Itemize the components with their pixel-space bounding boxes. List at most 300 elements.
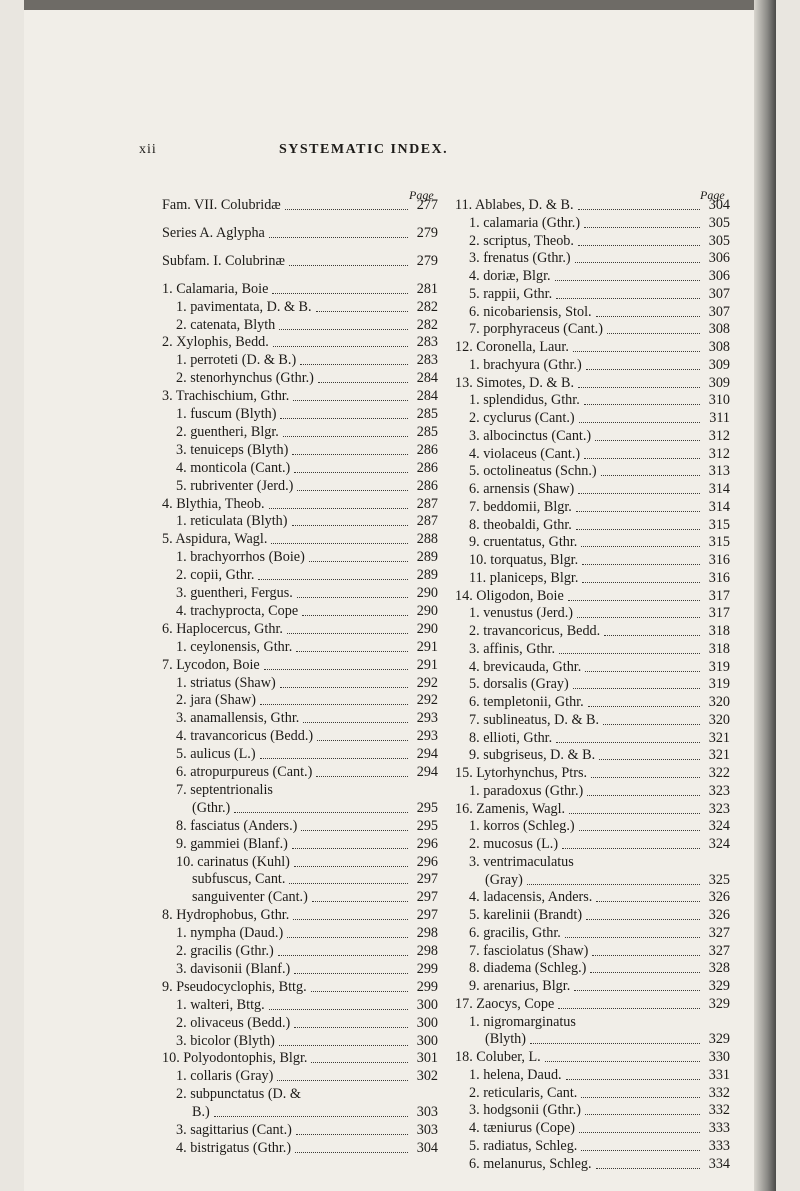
index-entry [162, 280, 438, 298]
index-entry [455, 640, 730, 658]
entry-label: 2. catenata, Blyth [176, 316, 276, 333]
index-entry [162, 387, 438, 405]
entry-label: 2. olivaceus (Bedd.) [176, 1014, 291, 1031]
entry-page-number: 322 [708, 765, 730, 781]
page-column-label: Page [700, 188, 725, 202]
dot-leader [592, 952, 700, 956]
dot-leader [318, 379, 408, 383]
index-entry [455, 906, 730, 924]
dot-leader [569, 810, 700, 814]
dot-leader [596, 1165, 700, 1169]
entry-page-number: 332 [708, 1084, 730, 1101]
entry-page-number: 316 [708, 569, 730, 586]
entry-label: 9. Pseudocyclophis, Bttg. [162, 978, 307, 995]
dot-leader [579, 1129, 700, 1133]
entry-label: B.) [192, 1104, 210, 1121]
index-entry [162, 1067, 438, 1085]
index-entry [455, 729, 730, 747]
index-entry [455, 782, 730, 800]
dot-leader [596, 898, 700, 902]
entry-page-number: 319 [708, 658, 730, 675]
dot-leader [584, 224, 700, 228]
index-entry [162, 638, 438, 656]
index-entry [455, 1030, 730, 1048]
entry-page-number: 321 [708, 729, 730, 746]
index-entry [162, 316, 438, 334]
dot-leader [585, 1111, 700, 1115]
dot-leader [269, 505, 408, 509]
index-entry [455, 1084, 730, 1102]
dot-leader [301, 827, 408, 831]
dot-leader [293, 916, 408, 920]
entry-page-number: 320 [708, 711, 730, 728]
entry-label: 1. walteri, Bttg. [176, 996, 265, 1013]
index-entry [162, 477, 438, 495]
entry-page-number: 294 [416, 746, 438, 763]
entry-label: 2. mucosus (L.) [469, 836, 559, 852]
index-entry [162, 978, 438, 996]
entry-label: 5. radiatus, Schleg. [469, 1137, 578, 1154]
index-entry [455, 959, 730, 977]
entry-label: 7. sublineatus, D. & B. [469, 711, 600, 728]
entry-page-number: 282 [416, 316, 438, 333]
entry-label: (Gray) [485, 871, 523, 888]
entry-page-number: 287 [416, 513, 438, 530]
entry-page-number: 307 [708, 303, 730, 320]
entry-page-number: 310 [708, 392, 730, 409]
index-entry [162, 1103, 438, 1121]
entry-label: 10. carinatus (Kuhl) [176, 853, 290, 870]
entry-page-number: 306 [708, 268, 730, 284]
index-entry [455, 995, 730, 1013]
dot-leader [581, 1147, 700, 1151]
entry-page-number: 300 [416, 1014, 438, 1031]
entry-page-number: 290 [416, 585, 438, 601]
index-entry [162, 835, 438, 853]
index-entry [455, 249, 730, 267]
entry-page-number: 309 [708, 356, 730, 373]
entry-label: 9. cruentatus, Gthr. [469, 534, 578, 551]
index-entry [162, 888, 438, 906]
entry-page-number: 290 [416, 620, 438, 637]
entry-label: 6. melanurus, Schleg. [469, 1155, 592, 1172]
index-entry [455, 658, 730, 676]
entry-page-number: 315 [708, 516, 730, 533]
entry-page-number: 311 [709, 410, 730, 426]
entry-label: 4. Blythia, Theob. [162, 495, 265, 512]
entry-label: 3. sagittarius (Cant.) [176, 1122, 292, 1138]
entry-page-number: 327 [708, 924, 730, 941]
index-entry [455, 942, 730, 960]
entry-page-number: 325 [708, 871, 730, 888]
entry-label: Fam. VII. Colubridæ [162, 197, 281, 213]
entry-page-number: 317 [708, 605, 730, 622]
entry-page-number: 329 [708, 995, 730, 1012]
dot-leader [576, 526, 700, 530]
index-entry [162, 1032, 438, 1050]
entry-label: 11. Ablabes, D. & B. [455, 197, 574, 213]
entry-page-number: 297 [416, 907, 438, 924]
dot-leader [269, 234, 408, 238]
index-entry [162, 1085, 438, 1103]
entry-page-number: 315 [708, 534, 730, 551]
entry-page-number: 293 [416, 710, 438, 727]
entry-page-number: 316 [708, 552, 730, 568]
entry-page-number: 314 [708, 498, 730, 515]
entry-label: 3. Trachischium, Gthr. [162, 388, 290, 405]
entry-page-number: 281 [416, 280, 438, 297]
entry-label: 4. tæniurus (Cope) [469, 1120, 576, 1136]
dot-leader [558, 1005, 700, 1009]
entry-label: Subfam. I. Colubrinæ [162, 252, 285, 269]
entry-label: 4. travancoricus (Bedd.) [176, 728, 314, 745]
entry-label: subfuscus, Cant. [192, 871, 286, 888]
index-entry [162, 459, 438, 477]
entry-page-number: 320 [708, 694, 730, 710]
entry-label: 6. templetonii, Gthr. [469, 694, 584, 710]
entry-page-number: 293 [416, 728, 438, 745]
index-entry [455, 1013, 730, 1031]
entry-label: 13. Simotes, D. & B. [455, 374, 575, 391]
dot-leader [273, 343, 408, 347]
entry-label: 1. splendidus, Gthr. [469, 392, 580, 409]
entry-label: 1. calamaria (Gthr.) [469, 214, 581, 231]
dot-leader [316, 773, 408, 777]
entry-page-number: 296 [416, 853, 438, 870]
dot-leader [588, 703, 700, 707]
index-entry [162, 252, 438, 270]
entry-label: 9. arenarius, Blgr. [469, 978, 571, 994]
dot-leader [293, 397, 408, 401]
entry-page-number: 286 [416, 459, 438, 476]
dot-leader [214, 1113, 408, 1117]
entry-label: 1. fuscum (Blyth) [176, 406, 277, 422]
index-entry [455, 800, 730, 818]
index-entry [455, 303, 730, 321]
index-entry [162, 566, 438, 584]
index-entry [455, 711, 730, 729]
entry-label: 10. torquatus, Blgr. [469, 552, 579, 568]
dot-leader [587, 792, 700, 796]
entry-page-number: 300 [416, 1032, 438, 1049]
dot-leader [604, 632, 700, 636]
dot-leader [601, 472, 700, 476]
entry-page-number: 330 [708, 1049, 730, 1065]
entry-label: 5. aulicus (L.) [176, 746, 256, 763]
dot-leader [296, 1131, 408, 1135]
entry-label: 2. stenorhynchus (Gthr.) [176, 370, 314, 387]
dot-leader [545, 1058, 700, 1062]
index-entry [162, 548, 438, 566]
entry-label: 7. Lycodon, Boie [162, 656, 260, 673]
dot-leader [596, 313, 700, 317]
entry-page-number: 279 [416, 252, 438, 269]
dot-leader [269, 1006, 408, 1010]
index-entry [455, 622, 730, 640]
dot-leader [595, 437, 700, 441]
dot-leader [577, 614, 700, 618]
dot-leader [566, 1076, 700, 1080]
entry-page-number: 294 [416, 764, 438, 780]
entry-label: 4. violaceus (Cant.) [469, 445, 581, 462]
entry-label: 2. travancoricus, Bedd. [469, 623, 601, 639]
dot-leader [582, 579, 700, 583]
entry-page-number: 303 [416, 1104, 438, 1121]
entry-page-number: 283 [416, 334, 438, 351]
index-entry [455, 871, 730, 889]
index-entry [162, 942, 438, 960]
index-entry [455, 551, 730, 569]
entry-page-number: 314 [708, 481, 730, 497]
entry-page-number: 298 [416, 925, 438, 942]
entry-page-number: 285 [416, 406, 438, 422]
dot-leader [292, 522, 408, 526]
entry-label: 2. Xylophis, Bedd. [162, 334, 269, 351]
entry-page-number: 308 [708, 321, 730, 338]
dot-leader [272, 290, 408, 294]
index-entry [162, 495, 438, 513]
index-entry [162, 745, 438, 763]
entry-label: 8. theobaldi, Gthr. [469, 516, 572, 533]
dot-leader [285, 206, 408, 210]
entry-page-number: 334 [708, 1155, 730, 1172]
index-entry [162, 727, 438, 745]
dot-leader [555, 277, 700, 281]
dot-leader [579, 419, 700, 423]
entry-page-number: 298 [416, 943, 438, 959]
dot-leader [296, 648, 408, 652]
entry-page-number: 284 [416, 388, 438, 405]
dot-leader [278, 952, 408, 956]
entry-label: 7. porphyraceus (Cant.) [469, 321, 603, 338]
entry-label: 2. scriptus, Theob. [469, 232, 574, 249]
entry-label: 10. Polyodontophis, Blgr. [162, 1050, 308, 1067]
index-entry [455, 214, 730, 232]
index-entry [162, 924, 438, 942]
dot-leader [584, 401, 700, 405]
entry-page-number: 283 [416, 352, 438, 369]
dot-leader [579, 827, 700, 831]
dot-leader [311, 988, 408, 992]
entry-label: 2. gracilis (Gthr.) [176, 943, 274, 959]
entry-label: 7. beddomii, Blgr. [469, 498, 572, 515]
dot-leader [576, 508, 700, 512]
dot-leader [289, 262, 408, 266]
index-entry [455, 675, 730, 693]
index-entry [455, 232, 730, 250]
index-entry [455, 888, 730, 906]
entry-label: 3. albocinctus (Cant.) [469, 427, 592, 444]
index-page [24, 0, 776, 1191]
entry-page-number: 312 [708, 445, 730, 462]
index-entry [162, 763, 438, 781]
page-number: xii [139, 142, 157, 157]
entry-label: 4. doriæ, Blgr. [469, 268, 551, 284]
entry-page-number: 327 [708, 942, 730, 959]
index-entry [162, 620, 438, 638]
dot-leader [294, 863, 408, 867]
index-entry [455, 853, 730, 871]
entry-label: 8. diadema (Schleg.) [469, 960, 587, 977]
index-entry [162, 423, 438, 441]
entry-page-number: 328 [708, 960, 730, 977]
entry-page-number: 304 [708, 197, 730, 213]
entry-page-number: 323 [708, 800, 730, 817]
entry-page-number: 307 [708, 285, 730, 302]
scan-top-border [24, 0, 776, 10]
page-column-label: Page [409, 188, 434, 202]
entry-page-number: 284 [416, 370, 438, 387]
entry-label: 1. nympha (Daud.) [176, 925, 284, 942]
entry-label: Series A. Aglypha [162, 224, 265, 241]
dot-leader [578, 242, 700, 246]
entry-page-number: 295 [416, 799, 438, 816]
index-entry [455, 977, 730, 995]
entry-label: 1. reticulata (Blyth) [176, 513, 288, 530]
index-entry [162, 1121, 438, 1139]
entry-page-number: 329 [708, 978, 730, 994]
dot-leader [568, 597, 700, 601]
dot-leader [292, 845, 408, 849]
entry-page-number: 287 [416, 495, 438, 512]
entry-label: 2. cyclurus (Cant.) [469, 410, 575, 426]
entry-page-number: 299 [416, 978, 438, 995]
dot-leader [280, 415, 408, 419]
index-entry [455, 924, 730, 942]
dot-leader [279, 326, 408, 330]
running-header [139, 142, 739, 166]
dot-leader [586, 366, 700, 370]
dot-leader [562, 845, 700, 849]
entry-page-number: 295 [416, 817, 438, 834]
entry-label: 1. brachyorrhos (Boie) [176, 549, 305, 566]
entry-label: 9. gammiei (Blanf.) [176, 835, 288, 852]
index-entry [162, 512, 438, 530]
entry-label: 3. affinis, Gthr. [469, 640, 556, 657]
entry-label: 5. karelinii (Brandt) [469, 907, 583, 923]
entry-page-number: 286 [416, 441, 438, 458]
entry-page-number: 324 [708, 836, 730, 852]
index-entry [162, 1139, 438, 1157]
entry-page-number: 331 [708, 1066, 730, 1083]
entry-label: (Gthr.) [192, 799, 231, 816]
index-entry [162, 674, 438, 692]
dot-leader [280, 684, 408, 688]
dot-leader [302, 612, 408, 616]
index-entry [162, 996, 438, 1014]
index-entry [455, 533, 730, 551]
dot-leader [317, 737, 408, 741]
entry-page-number: 306 [708, 250, 730, 267]
dot-leader [277, 1077, 408, 1081]
dot-leader [556, 739, 700, 743]
entry-label: 12. Coronella, Laur. [455, 339, 569, 355]
entry-label: 15. Lytorhynchus, Ptrs. [455, 765, 588, 781]
index-entry [162, 1049, 438, 1067]
entry-label: 7. septentrionalis [176, 781, 273, 798]
index-entry [162, 369, 438, 387]
entry-page-number: 317 [708, 587, 730, 604]
entry-page-number: 291 [416, 638, 438, 655]
index-entry [162, 853, 438, 871]
entry-label: 6. gracilis, Gthr. [469, 924, 561, 941]
dot-leader [573, 348, 700, 352]
entry-page-number: 332 [708, 1102, 730, 1119]
entry-label: 3. ventrimaculatus [469, 853, 574, 870]
dot-leader [578, 490, 700, 494]
entry-label: 1. striatus (Shaw) [176, 674, 276, 691]
index-entry [162, 602, 438, 620]
entry-label: 1. ceylonensis, Gthr. [176, 638, 293, 655]
dot-leader [582, 561, 700, 565]
dot-leader [297, 594, 408, 598]
entry-label: sanguiventer (Cant.) [192, 889, 308, 906]
dot-leader [292, 451, 408, 455]
entry-page-number: 289 [416, 549, 438, 566]
index-entry [162, 799, 438, 817]
index-entry [162, 1014, 438, 1032]
index-entry [455, 1101, 730, 1119]
entry-label: 3. guentheri, Fergus. [176, 585, 293, 601]
index-entry [455, 835, 730, 853]
dot-leader [289, 880, 408, 884]
entry-label: 1. venustus (Jerd.) [469, 605, 574, 622]
entry-page-number: 292 [416, 692, 438, 709]
dot-leader [260, 755, 408, 759]
dot-leader [309, 558, 408, 562]
index-entry [455, 1155, 730, 1173]
entry-page-number: 323 [708, 782, 730, 799]
dot-leader [586, 916, 700, 920]
entry-label: 4. brevicauda, Gthr. [469, 658, 582, 675]
index-entry [455, 587, 730, 605]
entry-page-number: 285 [416, 423, 438, 440]
entry-label: 9. subgriseus, D. & B. [469, 747, 596, 764]
dot-leader [271, 540, 408, 544]
index-entry [455, 267, 730, 285]
dot-leader [264, 666, 408, 670]
index-entry [162, 441, 438, 459]
entry-label: 3. anamallensis, Gthr. [176, 710, 300, 727]
entry-page-number: 277 [416, 197, 438, 213]
dot-leader [294, 469, 408, 473]
entry-label: 2. copii, Gthr. [176, 567, 255, 584]
index-entry [455, 569, 730, 587]
index-entry [162, 224, 438, 242]
entry-page-number: 329 [708, 1031, 730, 1048]
dot-leader [590, 969, 700, 973]
entry-label: 1. collaris (Gray) [176, 1068, 274, 1085]
dot-leader [283, 433, 408, 437]
entry-label: 4. trachyprocta, Cope [176, 602, 299, 619]
entry-page-number: 299 [416, 960, 438, 977]
entry-page-number: 282 [416, 298, 438, 315]
dot-leader [581, 1094, 700, 1098]
index-entry [455, 391, 730, 409]
entry-label: 2. subpunctatus (D. & [176, 1086, 301, 1103]
index-entry [455, 817, 730, 835]
index-entry [455, 1137, 730, 1155]
entry-page-number: 308 [708, 339, 730, 355]
entry-label: 5. dorsalis (Gray) [469, 676, 569, 693]
index-entry [455, 338, 730, 356]
entry-label: 18. Coluber, L. [455, 1049, 541, 1065]
index-entry [162, 691, 438, 709]
dot-leader [311, 1059, 408, 1063]
index-entry [162, 333, 438, 351]
entry-page-number: 302 [416, 1068, 438, 1085]
dot-leader [279, 1042, 408, 1046]
